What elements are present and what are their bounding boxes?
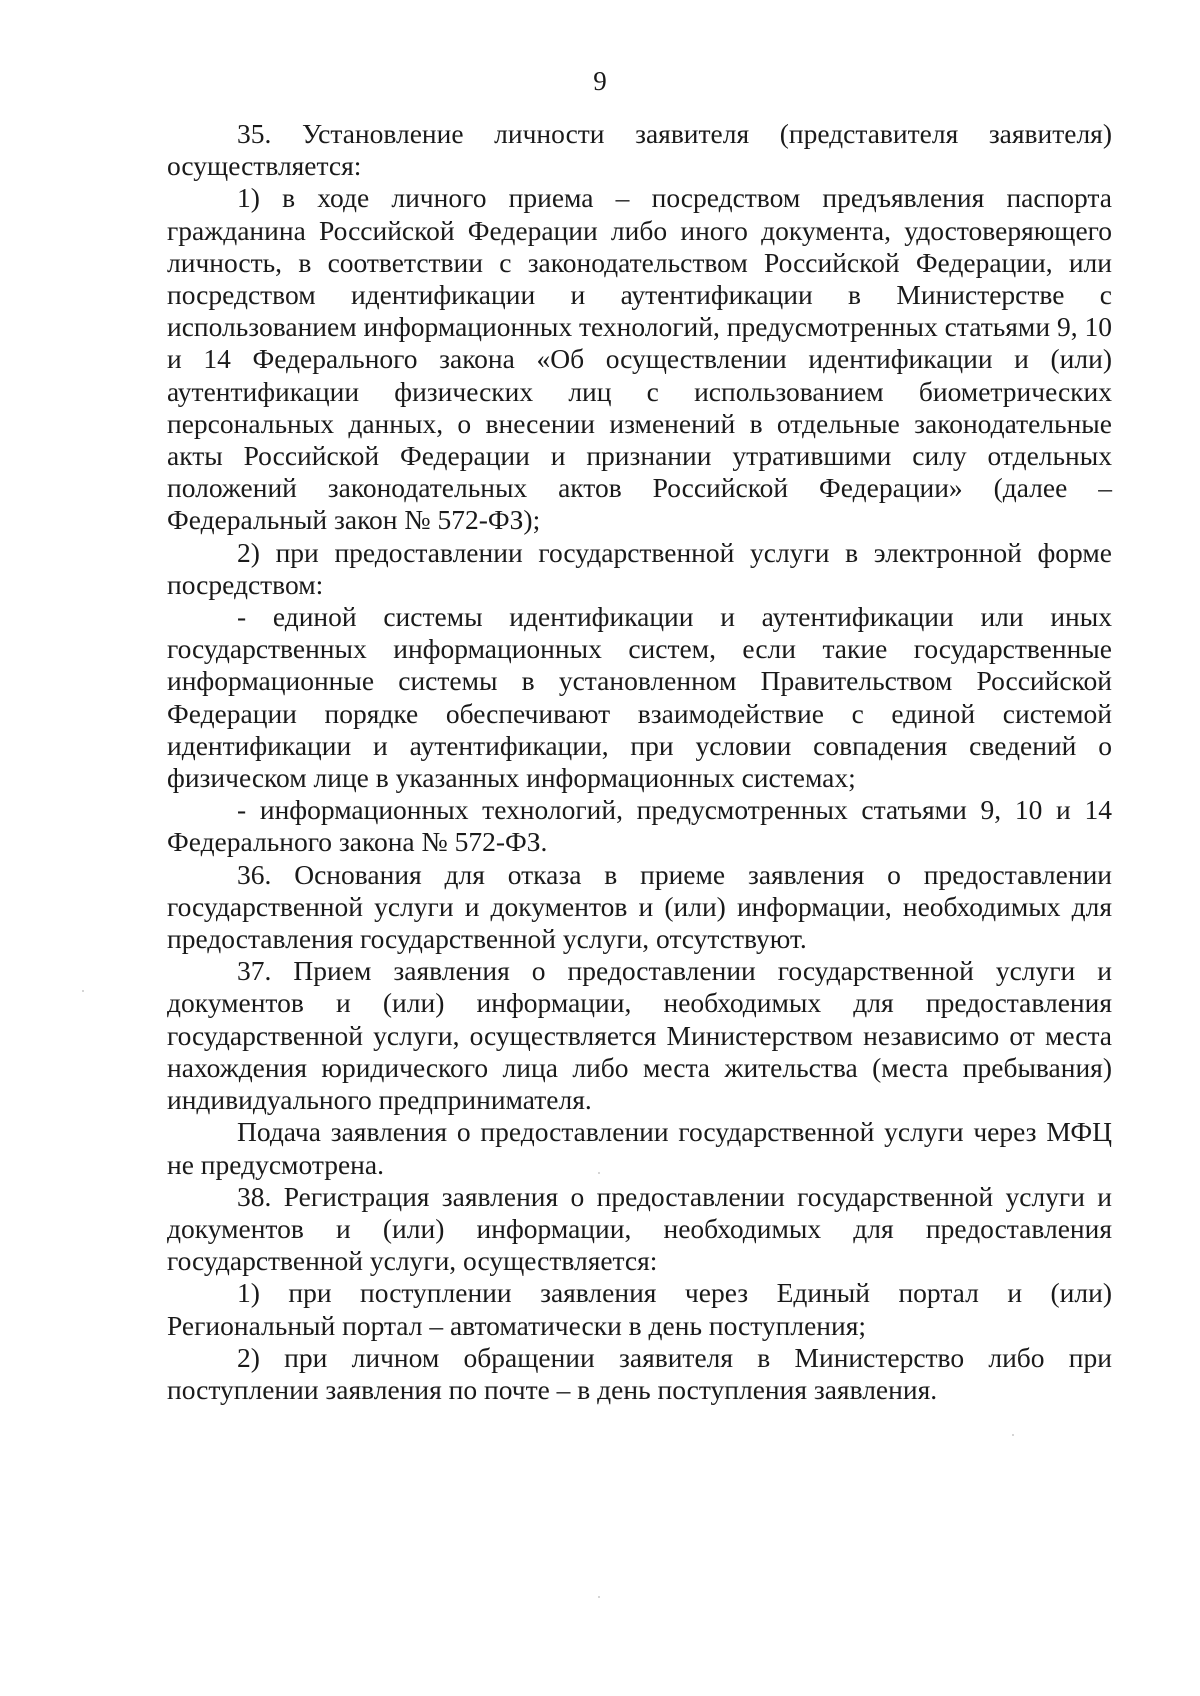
scan-speck xyxy=(82,990,84,992)
paragraph-36: 36. Основания для отказа в приеме заявления о предоставлении государственной услуги и документов и (или) информации, необходимых для предоставления государственной услуги, отсутствуют. xyxy=(167,858,1112,955)
paragraph-35-item-1: 1) в ходе личного приема – посредством предъявления паспорта гражданина Российской Федерации либо иного документа, удостоверяющего личность, в соответствии с законодательством Российской Федерации, или посредством идентификации и аутентификации в Министерстве с использованием информационных технологий, предусмотренных статьями 9, 10 и 14 Федерального закона «Об осуществлении идентификации и (или) аутентификации физических лиц с использованием биометрических персональных данных, о внесении изменений в отдельные законодательные акты Российской Федерации и признании утратившими силу отдельных положений законодательных актов Российской Федерации» (далее – Федеральный закон № 572-ФЗ); xyxy=(167,182,1112,536)
paragraph-35-item-2-dash-2: - информационных технологий, предусмотренных статьями 9, 10 и 14 Федерального закона № 572-ФЗ. xyxy=(167,794,1112,858)
scan-speck xyxy=(598,1172,600,1174)
paragraph-35-item-2-dash-1: - единой системы идентификации и аутентификации или иных государственных информационных систем, если такие государственные информационные системы в установленном Правительством Российской Федерации порядке обеспечивают взаимодействие с единой системой идентификации и аутентификации, при условии совпадения сведений о физическом лице в указанных информационных системах; xyxy=(167,601,1112,794)
paragraph-38-item-1: 1) при поступлении заявления через Единый портал и (или) Региональный портал – автоматически в день поступления; xyxy=(167,1277,1112,1341)
paragraph-37: 37. Прием заявления о предоставлении государственной услуги и документов и (или) информации, необходимых для предоставления государственной услуги, осуществляется Министерством независимо от места нахождения юридического лица либо места жительства (места пребывания) индивидуального предпринимателя. xyxy=(167,955,1112,1116)
paragraph-37-note: Подача заявления о предоставлении государственной услуги через МФЦ не предусмотрена. xyxy=(167,1116,1112,1180)
scan-speck xyxy=(598,1596,600,1598)
paragraph-35: 35. Установление личности заявителя (представителя заявителя) осуществляется: xyxy=(167,118,1112,182)
page-number: 9 xyxy=(593,66,607,96)
paragraph-35-item-2: 2) при предоставлении государственной услуги в электронной форме посредством: xyxy=(167,536,1112,600)
scan-speck xyxy=(1012,1434,1014,1436)
paragraph-38-item-2: 2) при личном обращении заявителя в Министерство либо при поступлении заявления по почте – в день поступления заявления. xyxy=(167,1341,1112,1405)
document-body xyxy=(167,118,1112,1406)
paragraph-38: 38. Регистрация заявления о предоставлении государственной услуги и документов и (или) информации, необходимых для предоставления государственной услуги, осуществляется: xyxy=(167,1180,1112,1277)
